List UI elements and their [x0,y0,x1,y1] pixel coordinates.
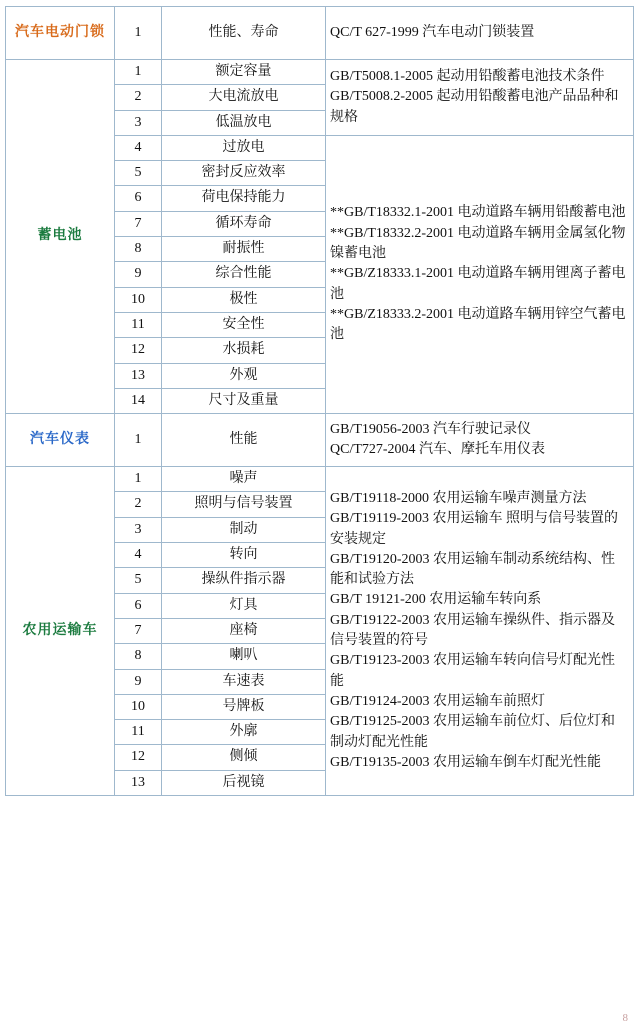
row-item: 大电流放电 [162,85,326,110]
standard-line: GB/T19056-2003 汽车行驶记录仪 [330,421,532,437]
row-item: 后视镜 [162,770,326,795]
standard-cell [326,7,634,60]
row-number: 3 [115,110,162,135]
row-number: 1 [115,414,162,467]
row-item: 性能 [162,414,326,467]
row-item: 座椅 [162,618,326,643]
row-item: 号牌板 [162,694,326,719]
standard-line: GB/T19124-2003 农用运输车前照灯 [330,693,546,709]
row-item: 循环寿命 [162,211,326,236]
row-number: 7 [115,618,162,643]
row-number: 12 [115,338,162,363]
standard-line: QC/T727-2004 汽车、摩托车用仪表 [330,442,546,458]
row-item: 侧倾 [162,745,326,770]
row-number: 9 [115,669,162,694]
table-body [6,7,634,796]
page-number: 8 [622,1012,628,1024]
row-number: 6 [115,186,162,211]
table-row [6,7,634,60]
row-number: 10 [115,694,162,719]
row-item: 尺寸及重量 [162,388,326,413]
standard-line: GB/T19122-2003 农用运输车操纵件、指示器及信号装置的符号 [330,612,616,649]
standard-line: GB/T5008.1-2005 起动用铅酸蓄电池技术条件 [330,69,605,84]
row-number: 5 [115,568,162,593]
standard-cell [326,60,634,136]
standard-line: **GB/Z18333.2-2001 电动道路车辆用锌空气蓄电池 [330,306,626,343]
specification-table [5,6,634,796]
category-cell-farm-vehicle: 农用运输车 [6,467,115,796]
row-item: 密封反应效率 [162,161,326,186]
row-number: 13 [115,770,162,795]
standard-line: GB/T19125-2003 农用运输车前位灯、后位灯和制动灯配光性能 [330,714,616,750]
row-item: 安全性 [162,312,326,337]
row-number: 11 [115,312,162,337]
standard-cell [326,135,634,413]
row-number: 10 [115,287,162,312]
row-item: 过放电 [162,135,326,160]
row-item: 车速表 [162,669,326,694]
standard-cell [326,467,634,796]
row-item: 喇叭 [162,644,326,669]
row-number: 4 [115,543,162,568]
category-cell-door-lock: 汽车电动门锁 [6,7,115,60]
row-item: 制动 [162,517,326,542]
row-item: 荷电保持能力 [162,186,326,211]
standard-line: GB/T19135-2003 农用运输车倒车灯配光性能 [330,754,602,770]
row-number: 8 [115,237,162,262]
row-item: 综合性能 [162,262,326,287]
row-item: 灯具 [162,593,326,618]
row-item: 额定容量 [162,60,326,85]
row-number: 9 [115,262,162,287]
row-item: 极性 [162,287,326,312]
row-number: 6 [115,593,162,618]
row-item: 性能、寿命 [162,7,326,60]
row-number: 2 [115,85,162,110]
row-item: 水损耗 [162,338,326,363]
row-number: 14 [115,388,162,413]
row-number: 1 [115,7,162,60]
standard-line: GB/T19119-2003 农用运输车 照明与信号装置的安装规定 [330,511,619,547]
standard-line: GB/T5008.2-2005 起动用铅酸蓄电池产品品种和规格 [330,89,619,125]
row-item: 噪声 [162,467,326,492]
standard-line: **GB/T18332.1-2001 电动道路车辆用铅酸蓄电池 [330,205,626,221]
table-row [6,467,634,492]
standard-line: GB/T19118-2000 农用运输车噪声测量方法 [330,491,587,506]
row-item: 照明与信号装置 [162,492,326,517]
row-item: 操纵件指示器 [162,568,326,593]
row-item: 外廓 [162,720,326,745]
row-item: 外观 [162,363,326,388]
row-item: 转向 [162,543,326,568]
standard-line: **GB/T18332.2-2001 电动道路车辆用金属氢化物镍蓄电池 [330,225,626,262]
row-number: 2 [115,492,162,517]
standard-line: QC/T 627-1999 汽车电动门锁装置 [330,24,535,40]
row-number: 1 [115,60,162,85]
document-page [0,6,640,1028]
row-number: 1 [115,467,162,492]
row-number: 12 [115,745,162,770]
category-cell-instrument: 汽车仪表 [6,414,115,467]
row-number: 13 [115,363,162,388]
standard-line: GB/T19123-2003 农用运输车转向信号灯配光性能 [330,653,616,689]
category-cell-battery: 蓄电池 [6,60,115,414]
row-item: 低温放电 [162,110,326,135]
standard-cell [326,414,634,467]
table-row [6,60,634,85]
row-number: 8 [115,644,162,669]
row-number: 11 [115,720,162,745]
row-number: 5 [115,161,162,186]
table-row [6,414,634,467]
standard-line: **GB/Z18333.1-2001 电动道路车辆用锂离子蓄电池 [330,266,626,302]
standard-line: GB/T 19121-200 农用运输车转向系 [330,592,542,608]
standard-line: GB/T19120-2003 农用运输车制动系统结构、性能和试验方法 [330,551,616,588]
row-number: 7 [115,211,162,236]
row-item: 耐振性 [162,237,326,262]
row-number: 4 [115,135,162,160]
row-number: 3 [115,517,162,542]
